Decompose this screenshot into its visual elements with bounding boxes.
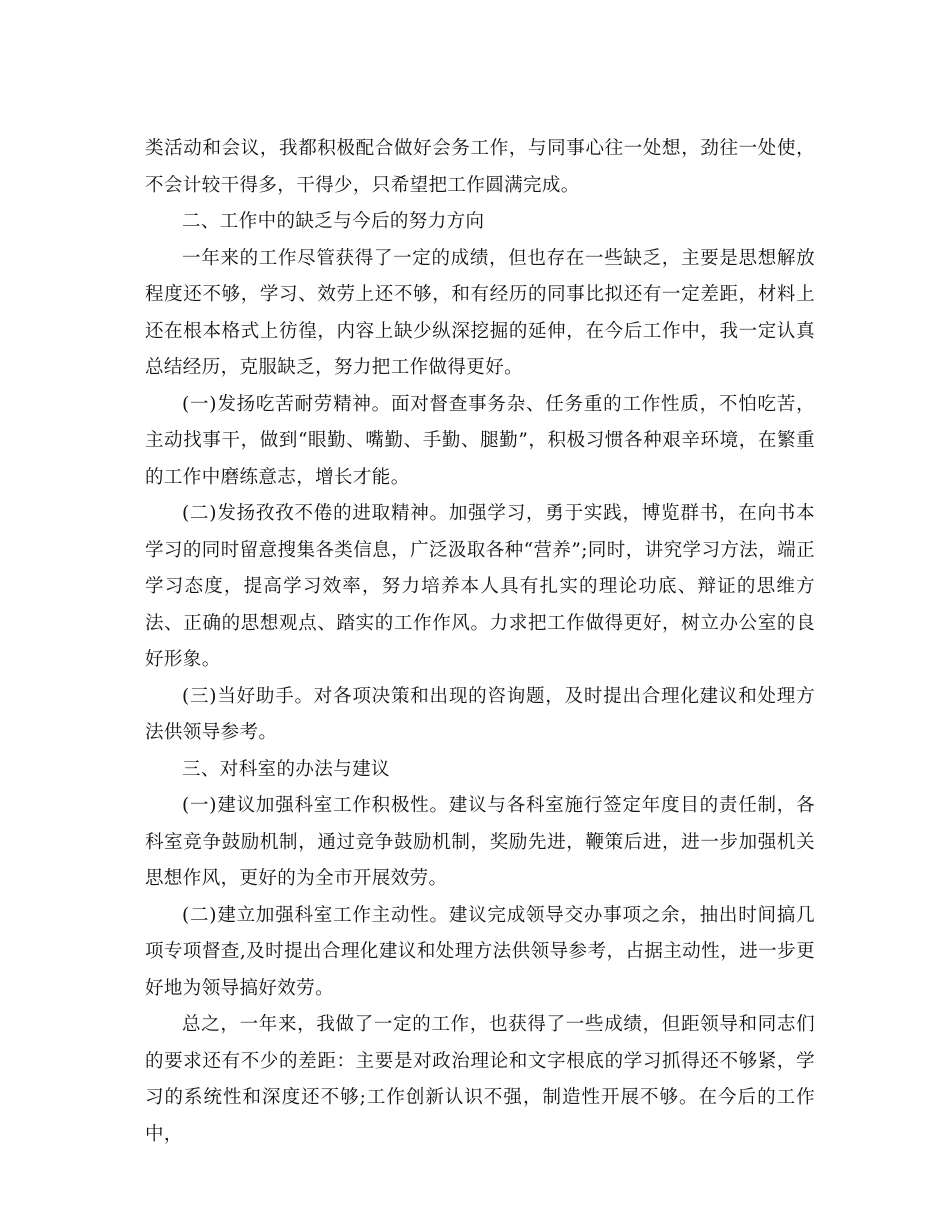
- document-body: [145, 131, 815, 1153]
- paragraph-10: 总之，一年来，我做了一定的工作，也获得了一些成绩，但距领导和同志们的要求还有不少的差距：主要是对政治理论和文字根底的学习抓得还不够紧，学习的系统性和深度还不够;工作创新认识不强，制造性开展不够。在今后的工作中，: [145, 1014, 815, 1145]
- paragraph-1: 类活动和会议，我都积极配合做好会务工作，与同事心往一处想，劲往一处使，不会计较干得多，干得少，只希望把工作圆满完成。: [145, 138, 815, 196]
- paragraph-5: (二)发扬孜孜不倦的进取精神。加强学习，勇于实践，博览群书，在向书本学习的同时留意搜集各类信息，广泛汲取各种“营养”;同时，讲究学习方法，端正学习态度，提高学习效率，努力培养本人具有扎实的理论功底、辩证的思维方法、正确的思想观点、踏实的工作作风。力求把工作做得更好，树立办公室的良好形象。: [145, 503, 815, 670]
- paragraph-8: (一)建议加强科室工作积极性。建议与各科室施行签定年度目的责任制，各科室竞争鼓励机制，通过竞争鼓励机制，奖励先进，鞭策后进，进一步加强机关思想作风，更好的为全市开展效劳。: [145, 795, 815, 889]
- paragraph-3: 一年来的工作尽管获得了一定的成绩，但也存在一些缺乏，主要是思想解放程度还不够，学习、效劳上还不够，和有经历的同事比拟还有一定差距，材料上还在根本格式上彷徨，内容上缺少纵深挖掘的延伸，在今后工作中，我一定认真总结经历，克服缺乏，努力把工作做得更好。: [145, 247, 815, 378]
- paragraph-9: (二)建立加强科室工作主动性。建议完成领导交办事项之余，抽出时间搞几项专项督查,及时提出合理化建议和处理方法供领导参考，占据主动性，进一步更好地为领导搞好效劳。: [145, 904, 815, 999]
- paragraph-6: (三)当好助手。对各项决策和出现的咨询题，及时提出合理化建议和处理方法供领导参考。: [145, 685, 815, 743]
- paragraph-4: (一)发扬吃苦耐劳精神。面对督查事务杂、任务重的工作性质，不怕吃苦，主动找事干，做到“眼勤、嘴勤、手勤、腿勤”，积极习惯各种艰辛环境，在繁重的工作中磨练意志，增长才能。: [145, 393, 815, 488]
- section-heading-3: 三、对科室的办法与建议: [182, 758, 390, 780]
- section-heading-2: 二、工作中的缺乏与今后的努力方向: [182, 211, 485, 232]
